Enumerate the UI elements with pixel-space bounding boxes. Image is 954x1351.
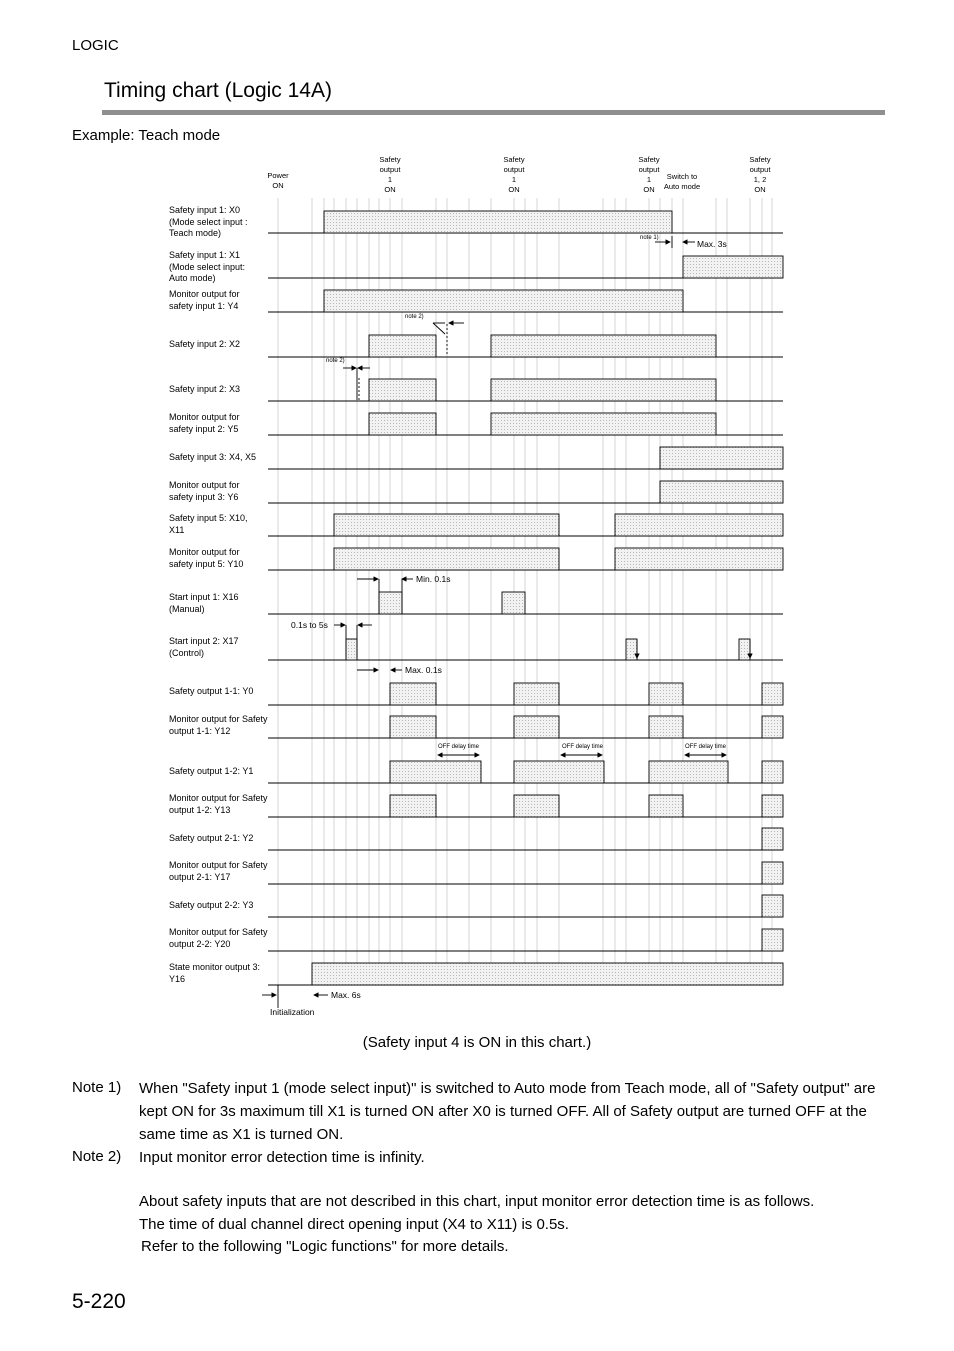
signal-pulse [660, 481, 783, 503]
signal-pulse [683, 256, 783, 278]
signal-pulse [762, 895, 783, 917]
event-label-safety-output-1b: Safety output 1 ON [503, 155, 525, 194]
signal-pulse [762, 828, 783, 850]
signal-label-y0: Safety output 1-1: Y0 [169, 686, 254, 696]
signal-label-y3: Safety output 2-2: Y3 [169, 900, 254, 910]
signal-pulse [390, 761, 481, 783]
min-01s-label: Min. 0.1s [416, 574, 451, 584]
signal-pulse [379, 592, 402, 614]
signal-pulse [334, 514, 559, 536]
note-1-text: When "Safety input 1 (mode select input)" is switched to Auto mode from Teach mode, all of "Safety output" are kept ON for 3s maximum till X1 is turned ON after X0 is turned OFF. All of Safety output are turned OFF at the same time as X1 is turned ON. [139, 1080, 876, 1143]
signal-pulse [762, 683, 783, 705]
event-label-switch-auto: Switch to Auto mode [663, 172, 701, 191]
signal-label-x3: Safety input 2: X3 [169, 384, 241, 394]
note2-label-x3: note 2) [326, 358, 345, 364]
max-01s-label: Max. 0.1s [405, 665, 442, 675]
signal-pulse [649, 795, 683, 817]
paragraph-2: The time of dual channel direct opening input (X4 to X11) is 0.5s. [139, 1216, 569, 1233]
signal-pulse [369, 413, 436, 435]
timing-arrow [433, 323, 445, 334]
signal-pulse [649, 761, 728, 783]
signal-pulse [369, 379, 436, 401]
signal-pulse [390, 683, 436, 705]
signal-pulse [514, 761, 604, 783]
signal-pulse [649, 683, 683, 705]
note2-label-x2: note 2) [405, 314, 424, 320]
signal-pulse [346, 639, 357, 660]
signal-pulse [324, 290, 683, 312]
signal-pulse [390, 716, 436, 738]
signal-label-y10: Monitor output for safety input 5: Y10 [169, 547, 244, 569]
signal-pulse [762, 761, 783, 783]
signal-label-y1: Safety output 1-2: Y1 [169, 766, 254, 776]
signal-label-y16: State monitor output 3: Y16 [169, 962, 261, 984]
signal-label-y20: Monitor output for Safety output 2-2: Y20 [169, 927, 268, 949]
max-6s-label: Max. 6s [331, 990, 361, 1000]
signal-pulse [369, 335, 436, 357]
signal-label-y13: Monitor output for Safety output 1-2: Y13 [169, 793, 268, 815]
signal-label-y12: Monitor output for Safety output 1-1: Y12 [169, 714, 268, 736]
signal-pulses [312, 211, 783, 985]
event-label-safety-output-12: Safety output 1, 2 ON [749, 155, 771, 194]
signal-pulse [324, 211, 672, 233]
signal-label-x0: Safety input 1: X0 (Mode select input : Teach mode) [169, 205, 248, 238]
paragraph-3: Refer to the following "Logic functions" for more details. [141, 1238, 509, 1255]
note-2-key: Note 2) [72, 1148, 122, 1165]
signal-label-y17: Monitor output for Safety output 2-1: Y17 [169, 860, 268, 882]
signal-pulse [514, 795, 559, 817]
note1-label: note 1) [640, 235, 659, 241]
example-label: Example: Teach mode [72, 127, 221, 144]
note-2-text: Input monitor error detection time is infinity. [139, 1149, 425, 1166]
signal-pulse [390, 795, 436, 817]
note-1-key: Note 1) [72, 1079, 122, 1096]
signal-pulse [502, 592, 525, 614]
page-number: 5-220 [72, 1290, 126, 1313]
section-label: LOGIC [72, 37, 119, 54]
event-label-safety-output-1a: Safety output 1 ON [379, 155, 401, 194]
signal-label-y5: Monitor output for safety input 2: Y5 [169, 412, 240, 434]
signal-label-x17: Start input 2: X17 (Control) [169, 636, 239, 658]
event-gridlines [278, 198, 772, 985]
signal-pulse [762, 795, 783, 817]
signal-pulse [491, 379, 716, 401]
page-title: Timing chart (Logic 14A) [104, 79, 332, 102]
event-label-safety-output-1c: Safety output 1 ON [638, 155, 660, 194]
signal-pulse [626, 639, 637, 660]
signal-pulse [334, 548, 559, 570]
signal-pulse [514, 716, 559, 738]
signal-label-y2: Safety output 2-1: Y2 [169, 833, 254, 843]
signal-label-y4: Monitor output for safety input 1: Y4 [169, 289, 240, 311]
off-delay-label-1: OFF delay time [438, 744, 480, 750]
signal-label-y6: Monitor output for safety input 3: Y6 [169, 480, 240, 502]
signal-pulse [491, 413, 716, 435]
signal-pulse [312, 963, 783, 985]
signal-pulse [615, 548, 783, 570]
signal-pulse [762, 929, 783, 951]
chart-caption: (Safety input 4 is ON in this chart.) [362, 1034, 592, 1051]
signal-pulse [514, 683, 559, 705]
range-label: 0.1s to 5s [291, 620, 328, 630]
initialization-label: Initialization [270, 1007, 315, 1017]
signal-pulse [649, 716, 683, 738]
paragraph-1: About safety inputs that are not described in this chart, input monitor error detection time is as follows. [139, 1193, 815, 1210]
max-3s-label: Max. 3s [697, 239, 727, 249]
signal-label-x4-x5: Safety input 3: X4, X5 [169, 452, 257, 462]
signal-label-x2: Safety input 2: X2 [169, 339, 241, 349]
signal-label-x10-x11: Safety input 5: X10, X11 [169, 513, 248, 535]
off-delay-label-2: OFF delay time [562, 744, 604, 750]
signal-pulse [660, 447, 783, 469]
off-delay-label-3: OFF delay time [685, 744, 727, 750]
signal-pulse [739, 639, 750, 660]
signal-pulse [615, 514, 783, 536]
signal-label-x16: Start input 1: X16 (Manual) [169, 592, 239, 614]
signal-pulse [491, 335, 716, 357]
signal-pulse [762, 716, 783, 738]
signal-label-x1: Safety input 1: X1 (Mode select input: Auto mode) [169, 250, 246, 283]
event-label-power: Power ON [267, 171, 289, 190]
signal-pulse [762, 862, 783, 884]
